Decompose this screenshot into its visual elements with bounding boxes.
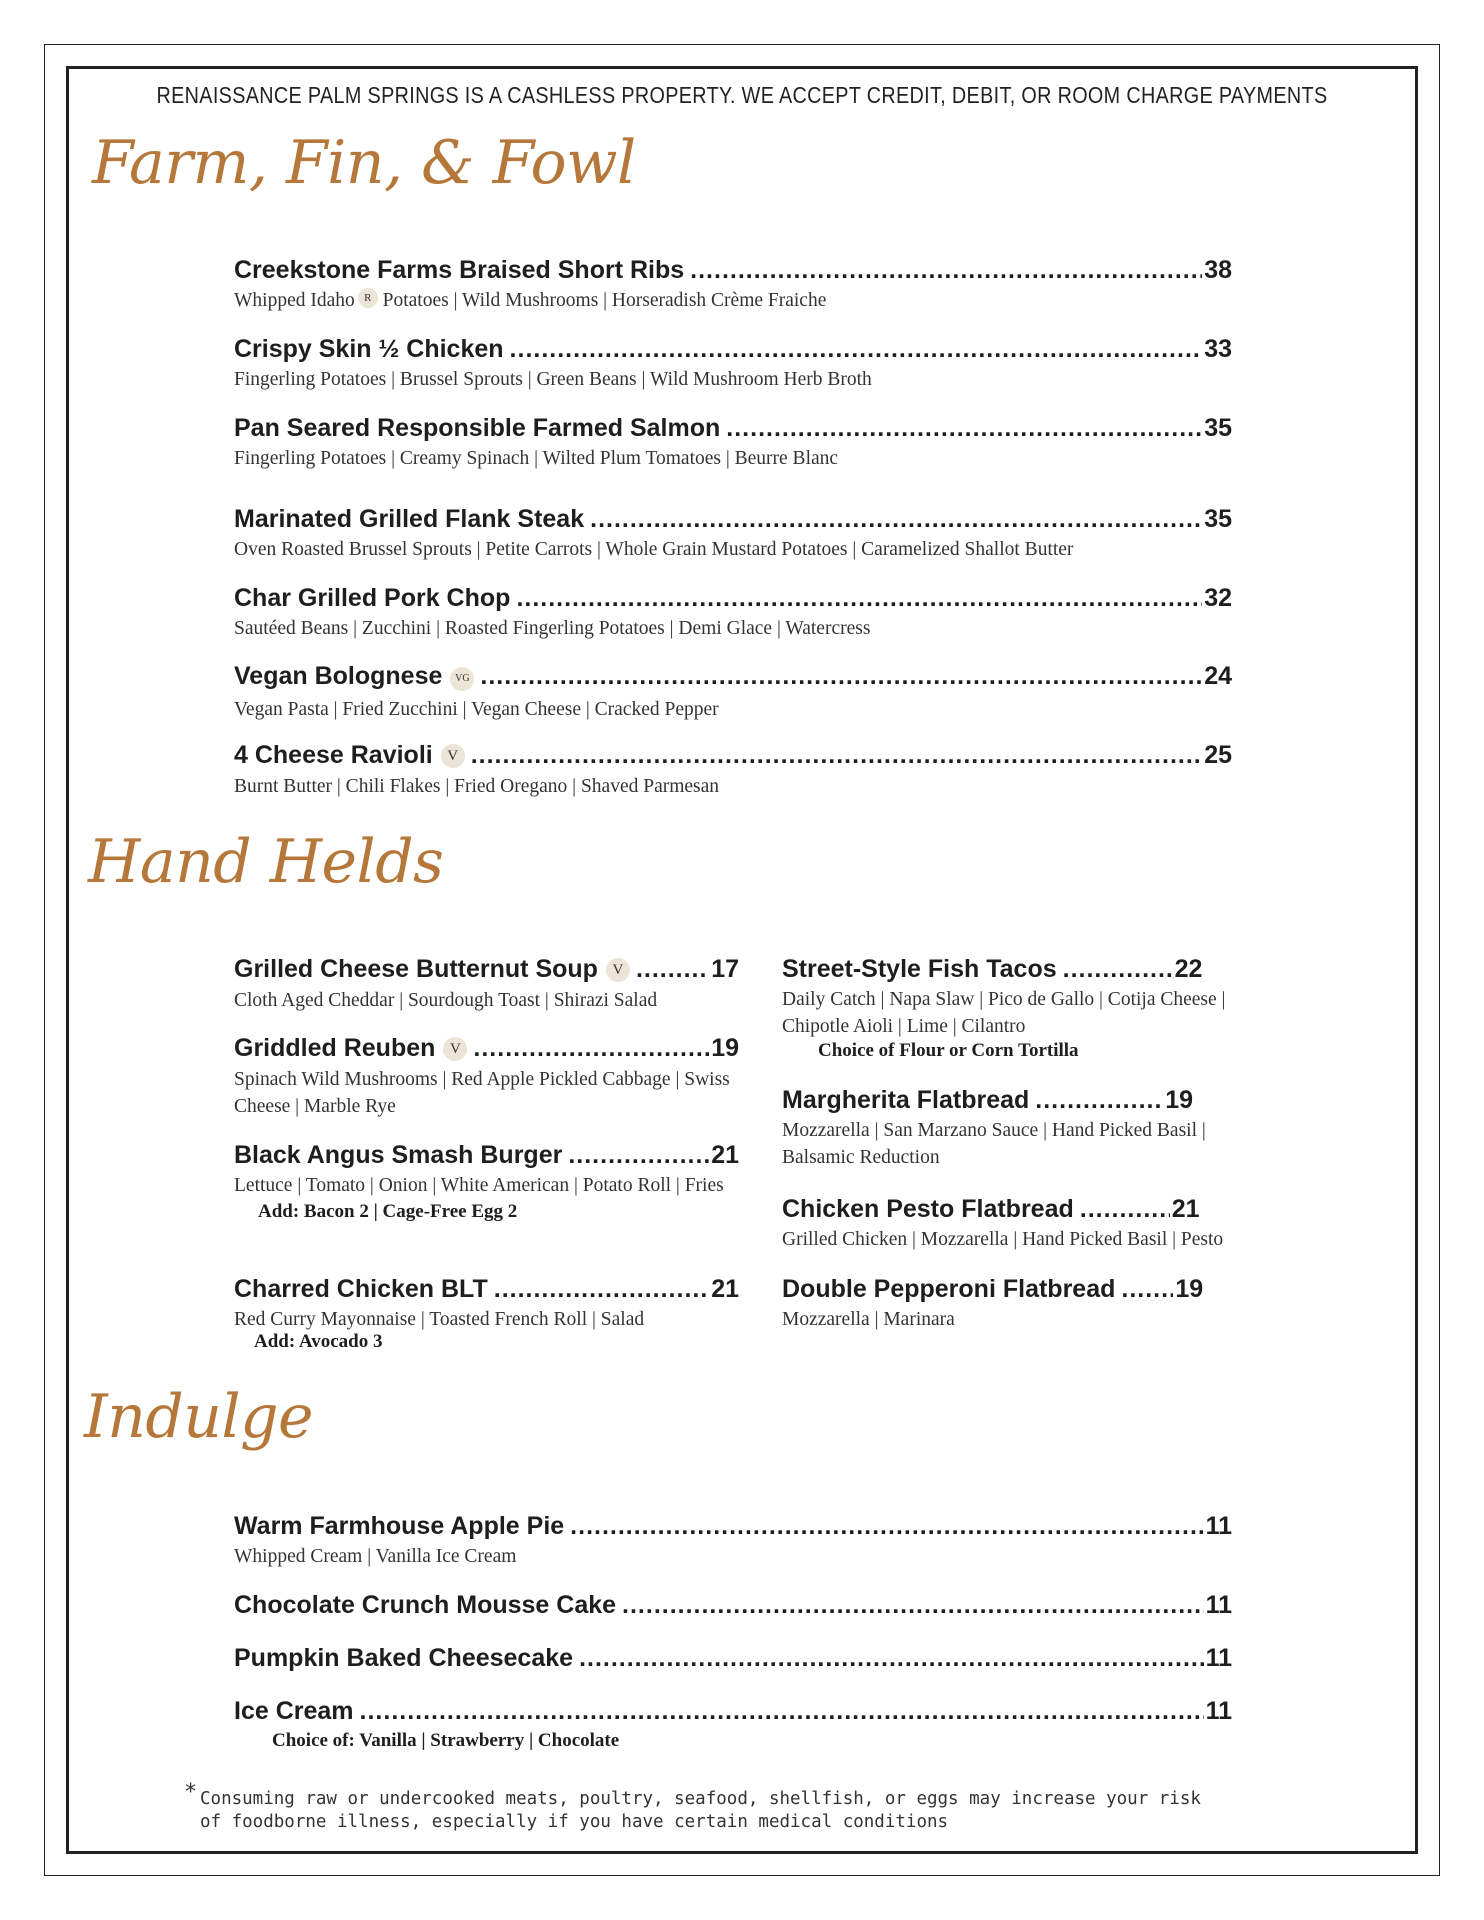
item-price: 11 [1205,1512,1232,1540]
menu-item-chicken-pesto-flatbread [782,1195,1230,1253]
item-price: 21 [711,1275,739,1303]
menu-item-smash-burger [234,1141,739,1223]
item-price: 19 [1165,1086,1194,1114]
item-description: Burnt Butter | Chili Flakes | Fried Oregano | Shaved Parmesan [234,776,720,797]
item-description: Cloth Aged Cheddar | Sourdough Toast | Shirazi Salad [234,990,658,1011]
disclaimer-asterisk: * [184,1780,198,1805]
item-description-cont: Potatoes | Wild Mushrooms | Horseradish Crème Fraiche [377,290,827,311]
leader-dots [726,414,1202,443]
leader-dots [473,1034,709,1063]
item-name: Ice Cream [234,1697,354,1725]
item-description: Fingerling Potatoes | Creamy Spinach | Wilted Plum Tomatoes | Beurre Blanc [234,448,839,469]
item-description: Mozzarella | San Marzano Sauce | Hand Picked Basil | Balsamic Reduction [782,1120,1206,1168]
item-description: Fingerling Potatoes | Brussel Sprouts | Green Beans | Wild Mushroom Herb Broth [234,369,872,390]
disclaimer-line-1: Consuming raw or undercooked meats, poultry, seafood, shellfish, or eggs may increase your risk [200,1789,1201,1809]
item-name: Chicken Pesto Flatbread [782,1195,1074,1223]
leader-dots [1080,1195,1170,1224]
item-price: 11 [1205,1591,1232,1619]
item-price: 11 [1205,1697,1232,1725]
item-name: Griddled Reuben [234,1034,436,1062]
section-title-farm-fin-fowl: Farm, Fin, & Fowl [92,128,636,198]
item-name: Crispy Skin ½ Chicken [234,335,504,363]
menu-item-griddled-reuben [234,1034,739,1120]
item-option-note: Choice of: Vanilla | Strawberry | Chocolate [272,1730,620,1751]
item-name: Pumpkin Baked Cheesecake [234,1644,574,1672]
item-description: Sautéed Beans | Zucchini | Roasted Fingerling Potatoes | Demi Glace | Watercress [234,618,871,639]
leader-dots [494,1275,709,1304]
leader-dots [1063,955,1173,984]
leader-dots [480,662,1202,691]
item-name: Margherita Flatbread [782,1086,1030,1114]
menu-item-vegan-bolognese [234,662,1232,723]
vegan-badge: VG [450,667,474,691]
item-price: 25 [1204,741,1232,769]
registered-mark-badge: R [358,288,378,308]
item-name: Grilled Cheese Butternut Soup [234,955,598,983]
item-price: 38 [1204,256,1232,284]
menu-item-mousse-cake [234,1591,1232,1620]
leader-dots [360,1697,1204,1726]
item-description: Whipped Idaho [234,290,355,311]
item-description: Vegan Pasta | Fried Zucchini | Vegan Cheese | Cracked Pepper [234,699,719,720]
item-price: 35 [1204,414,1232,442]
item-price: 21 [1171,1195,1200,1223]
menu-item-apple-pie [234,1512,1232,1570]
menu-item-pork-chop [234,584,1232,642]
item-description: Oven Roasted Brussel Sprouts | Petite Carrots | Whole Grain Mustard Potatoes | Caramelized Shallot Butter [234,539,1074,560]
item-add-on-note: Add: Bacon 2 | Cage-Free Egg 2 [258,1201,518,1222]
leader-dots [579,1644,1204,1673]
section-title-hand-helds: Hand Helds [88,827,444,897]
vegetarian-badge: V [443,1037,467,1061]
leader-dots [568,1141,709,1170]
item-price: 11 [1205,1644,1232,1672]
item-price: 19 [711,1034,739,1062]
item-name: Warm Farmhouse Apple Pie [234,1512,565,1540]
item-name: Creekstone Farms Braised Short Ribs [234,256,685,284]
item-name: Marinated Grilled Flank Steak [234,505,585,533]
item-name: Char Grilled Pork Chop [234,584,511,612]
disclaimer-line-2: of foodborne illness, especially if you have certain medical conditions [200,1812,949,1832]
item-name: Black Angus Smash Burger [234,1141,563,1169]
menu-item-cheese-ravioli [234,741,1232,800]
item-name: Street-Style Fish Tacos [782,955,1057,983]
item-price: 19 [1175,1275,1204,1303]
leader-dots [622,1591,1204,1620]
item-name: Chocolate Crunch Mousse Cake [234,1591,617,1619]
item-description: Grilled Chicken | Mozzarella | Hand Picked Basil | Pesto [782,1229,1224,1250]
item-description: Daily Catch | Napa Slaw | Pico de Gallo | Cotija Cheese | Chipotle Aioli | Lime | Cilantro [782,989,1226,1037]
menu-item-ice-cream [234,1697,1232,1752]
menu-item-crispy-chicken [234,335,1232,393]
cashless-notice: RENAISSANCE PALM SPRINGS IS A CASHLESS PROPERTY. WE ACCEPT CREDIT, DEBIT, OR ROOM CHARGE PAYMENTS [156,82,1328,108]
item-price: 22 [1174,955,1203,983]
vegetarian-badge: V [441,744,465,768]
menu-item-chicken-blt [234,1275,739,1353]
food-safety-disclaimer [184,1780,1201,1834]
leader-dots [516,584,1202,613]
item-price: 21 [711,1141,739,1169]
leader-dots [1035,1086,1163,1115]
leader-dots [1121,1275,1173,1304]
item-price: 24 [1204,662,1232,690]
item-price: 33 [1204,335,1232,363]
item-name: Pan Seared Responsible Farmed Salmon [234,414,721,442]
menu-item-margherita-flatbread [782,1086,1230,1171]
menu-item-double-pepperoni-flatbread [782,1275,1230,1333]
leader-dots [636,955,709,984]
item-option-note: Choice of Flour or Corn Tortilla [818,1040,1079,1061]
leader-dots [690,256,1202,285]
item-description: Spinach Wild Mushrooms | Red Apple Pickled Cabbage | Swiss Cheese | Marble Rye [234,1069,730,1117]
item-name: Vegan Bolognese [234,662,443,690]
section-title-indulge: Indulge [84,1382,313,1452]
item-price: 35 [1204,505,1232,533]
item-description: Mozzarella | Marinara [782,1309,955,1330]
menu-item-pumpkin-cheesecake [234,1644,1232,1673]
leader-dots [471,741,1202,770]
leader-dots [570,1512,1203,1541]
leader-dots [590,505,1202,534]
item-description: Whipped Cream | Vanilla Ice Cream [234,1546,517,1567]
menu-item-fish-tacos [782,955,1230,1062]
vegetarian-badge: V [606,958,630,982]
menu-item-salmon [234,414,1232,472]
item-description: Red Curry Mayonnaise | Toasted French Roll | Salad [234,1309,645,1330]
item-price: 32 [1204,584,1232,612]
leader-dots [510,335,1203,364]
item-add-on-note: Add: Avocado 3 [254,1331,383,1352]
menu-item-grilled-cheese-soup [234,955,739,1014]
item-name: 4 Cheese Ravioli [234,741,433,769]
menu-item-flank-steak [234,505,1232,563]
item-name: Charred Chicken BLT [234,1275,488,1303]
item-description: Lettuce | Tomato | Onion | White American | Potato Roll | Fries [234,1175,724,1196]
menu-item-short-ribs [234,256,1232,314]
item-name: Double Pepperoni Flatbread [782,1275,1116,1303]
item-price: 17 [711,955,739,983]
